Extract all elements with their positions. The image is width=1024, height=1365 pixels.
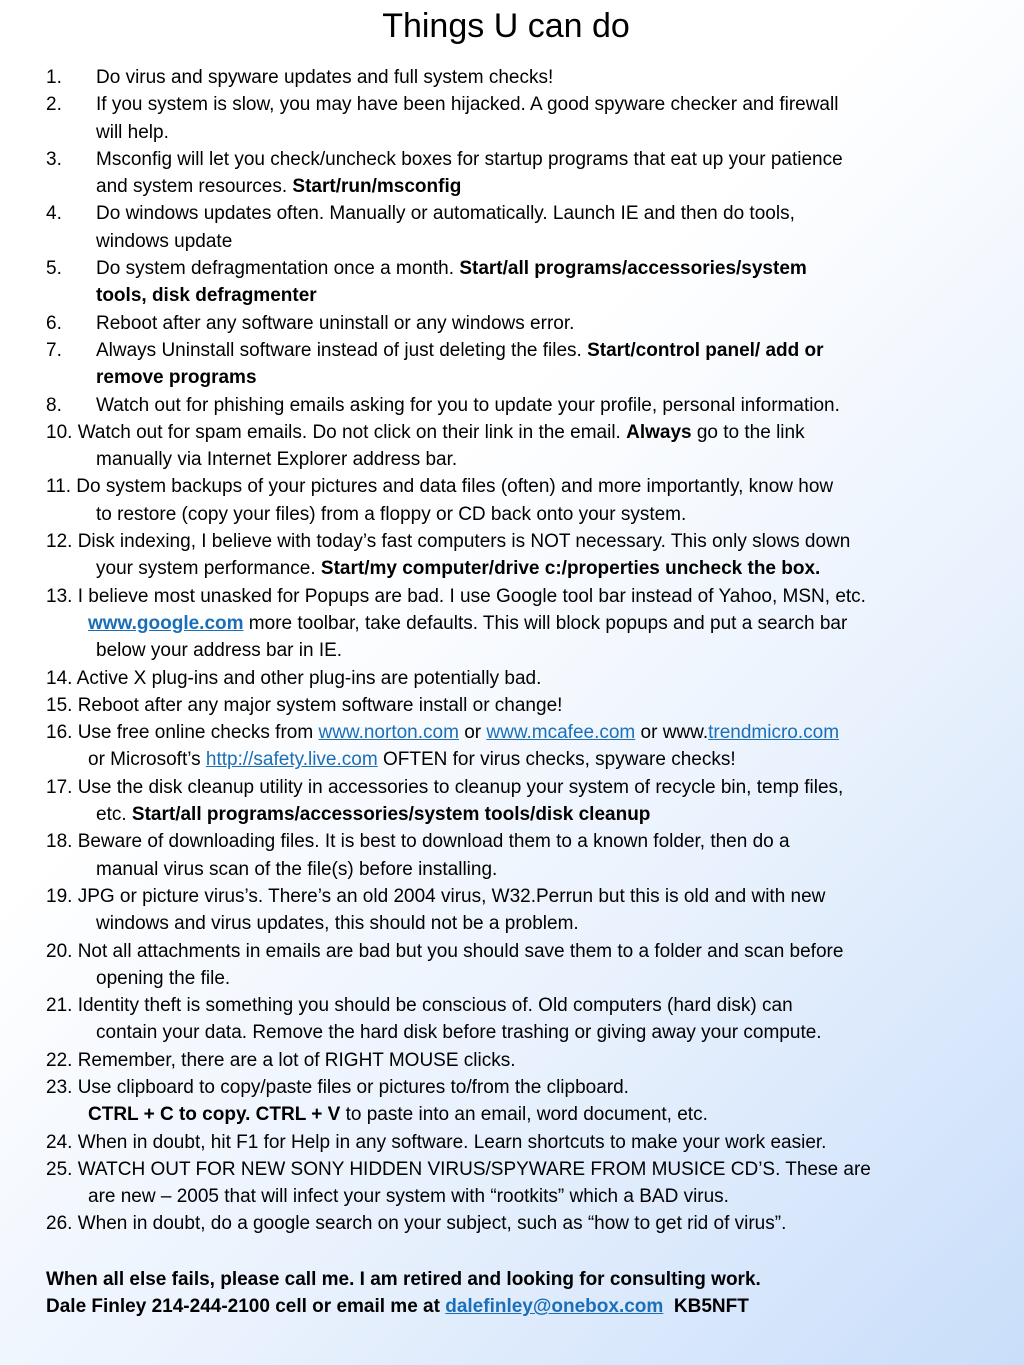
shortcut-text: CTRL + C to copy. CTRL + V [88,1104,341,1126]
item-text: to paste into an email, word document, etc. [340,1104,708,1126]
item-text: and system resources. [96,176,293,198]
item-number: 6. [46,312,62,334]
list-item [46,719,1024,774]
item-text: 24. When in doubt, hit F1 for Help in any software. Learn shortcuts to make your work easier. [46,1131,827,1153]
item-text: Reboot after any software uninstall or any windows error. [96,312,575,334]
item-text: more toolbar, take defaults. This will block popups and put a search bar [243,612,848,634]
list-item [46,828,1024,883]
list-item [46,1074,1024,1129]
list-item [46,992,1024,1047]
item-text: are new – 2005 that will infect your system with “rootkits” which a BAD virus. [88,1186,729,1208]
item-text: below your address bar in IE. [96,640,343,662]
safety-live-link[interactable]: http://safety.live.com [205,749,378,771]
page-title: Things U can do [382,7,630,45]
item-text: If you system is slow, you may have been hijacked. A good spyware checker and firewall [96,94,839,116]
item-text: opening the file. [96,967,231,989]
list-item [46,419,1024,474]
list-item [46,337,1024,392]
list-item [46,392,1024,419]
list-item [46,473,1024,528]
item-text: manual virus scan of the file(s) before installing. [96,858,498,880]
list-item [46,64,1024,91]
menu-path: remove programs [96,367,257,389]
item-text: 18. Beware of downloading files. It is best to download them to a known folder, then do a [46,831,790,853]
item-number: 3. [46,148,62,170]
item-text: or [458,722,487,744]
item-text: 20. Not all attachments in emails are bad but you should save them to a folder and scan before [46,940,844,962]
item-text: Msconfig will let you check/uncheck boxes for startup programs that eat up your patience [96,148,843,170]
item-text: Watch out for phishing emails asking for you to update your profile, personal information. [96,394,840,416]
item-text: 14. Active X plug-ins and other plug-ins are potentially bad. [46,667,542,689]
item-number: 8. [46,394,62,416]
item-text: 26. When in doubt, do a google search on your subject, such as “how to get rid of virus”. [46,1213,787,1235]
mcafee-link[interactable]: www.mcafee.com [486,722,636,744]
list-item [46,1129,1024,1156]
menu-path: Start/control panel/ add or [587,339,824,361]
item-number: 2. [46,94,62,116]
item-text: Do system defragmentation once a month. [96,258,460,280]
list-item [46,91,1024,146]
list-item [46,665,1024,692]
item-text: windows and virus updates, this should not be a problem. [96,913,579,935]
item-text: OFTEN for virus checks, spyware checks! [377,749,736,771]
item-text: or www. [635,722,709,744]
menu-path: Start/run/msconfig [292,176,462,198]
item-text: or Microsoft’s [88,749,206,771]
menu-path: Start/all programs/accessories/system tools/disk cleanup [131,804,651,826]
list-item [46,883,1024,938]
menu-path: Start/my computer/drive c:/properties uncheck the box. [320,558,821,580]
footer-line: When all else fails, please call me. I am retired and looking for consulting work. [46,1269,761,1290]
item-text: Do windows updates often. Manually or automatically. Launch IE and then do tools, [96,203,795,225]
list-item [46,692,1024,719]
item-text: to restore (copy your files) from a floppy or CD back onto your system. [96,503,687,525]
item-text: etc. [96,804,132,826]
norton-link[interactable]: www.norton.com [318,722,459,744]
list-item [46,1156,1024,1211]
item-number: 1. [46,67,62,88]
item-text: 12. Disk indexing, I believe with today’s fast computers is NOT necessary. This only slows down [46,531,851,553]
item-text: contain your data. Remove the hard disk before trashing or giving away your compute. [96,1022,822,1044]
item-text: 17. Use the disk cleanup utility in accessories to cleanup your system of recycle bin, temp files, [46,776,844,798]
item-text: go to the link [691,421,805,443]
item-text: 21. Identity theft is something you should be conscious of. Old computers (hard disk) can [46,995,793,1017]
list-item [46,310,1024,337]
item-text: 16. Use free online checks from [46,722,319,744]
item-text: 23. Use clipboard to copy/paste files or pictures to/from the clipboard. [46,1076,629,1098]
item-text: windows update [96,230,233,252]
item-text: 13. I believe most unasked for Popups are bad. I use Google tool bar instead of Yahoo, MSN, etc. [46,585,866,607]
emphasis-text: Always [626,421,692,443]
list-item [46,774,1024,829]
list-item [46,528,1024,583]
list-item [46,583,1024,665]
item-text: Always Uninstall software instead of just deleting the files. [96,339,588,361]
list-item [46,938,1024,993]
item-text: 19. JPG or picture virus’s. There’s an old 2004 virus, W32.Perrun but this is old and with new [46,885,826,907]
footer-contact: Dale Finley 214-244-2100 cell or email me at [46,1296,446,1318]
item-text: manually via Internet Explorer address bar. [96,449,458,471]
email-link[interactable]: dalefinley@onebox.com [445,1296,664,1318]
item-text: your system performance. [96,558,321,580]
item-text: 22. Remember, there are a lot of RIGHT MOUSE clicks. [46,1049,516,1071]
list-item [46,1047,1024,1074]
tips-list [46,64,1024,1238]
list-item [46,200,1024,255]
trendmicro-link[interactable]: trendmicro.com [708,722,840,744]
item-number: 4. [46,203,62,225]
menu-path: Start/all programs/accessories/system [459,258,807,280]
callsign: KB5NFT [663,1296,749,1318]
item-text: 11. Do system backups of your pictures and data files (often) and more importantly, know how [46,476,834,498]
item-text: 25. WATCH OUT FOR NEW SONY HIDDEN VIRUS/SPYWARE FROM MUSICE CD’S. These are [46,1158,871,1180]
item-text: 10. Watch out for spam emails. Do not click on their link in the email. [46,421,627,443]
item-number: 7. [46,339,62,361]
item-text: will help. [96,121,169,143]
list-item [46,255,1024,310]
item-text: 15. Reboot after any major system software install or change! [46,694,563,716]
list-item [46,146,1024,201]
list-item [46,1210,1024,1237]
google-link[interactable]: www.google.com [88,612,244,634]
item-text: Do virus and spyware updates and full system checks! [96,67,554,88]
menu-path: tools, disk defragmenter [96,285,317,307]
item-number: 5. [46,258,62,280]
contact-footer [46,1266,1024,1321]
